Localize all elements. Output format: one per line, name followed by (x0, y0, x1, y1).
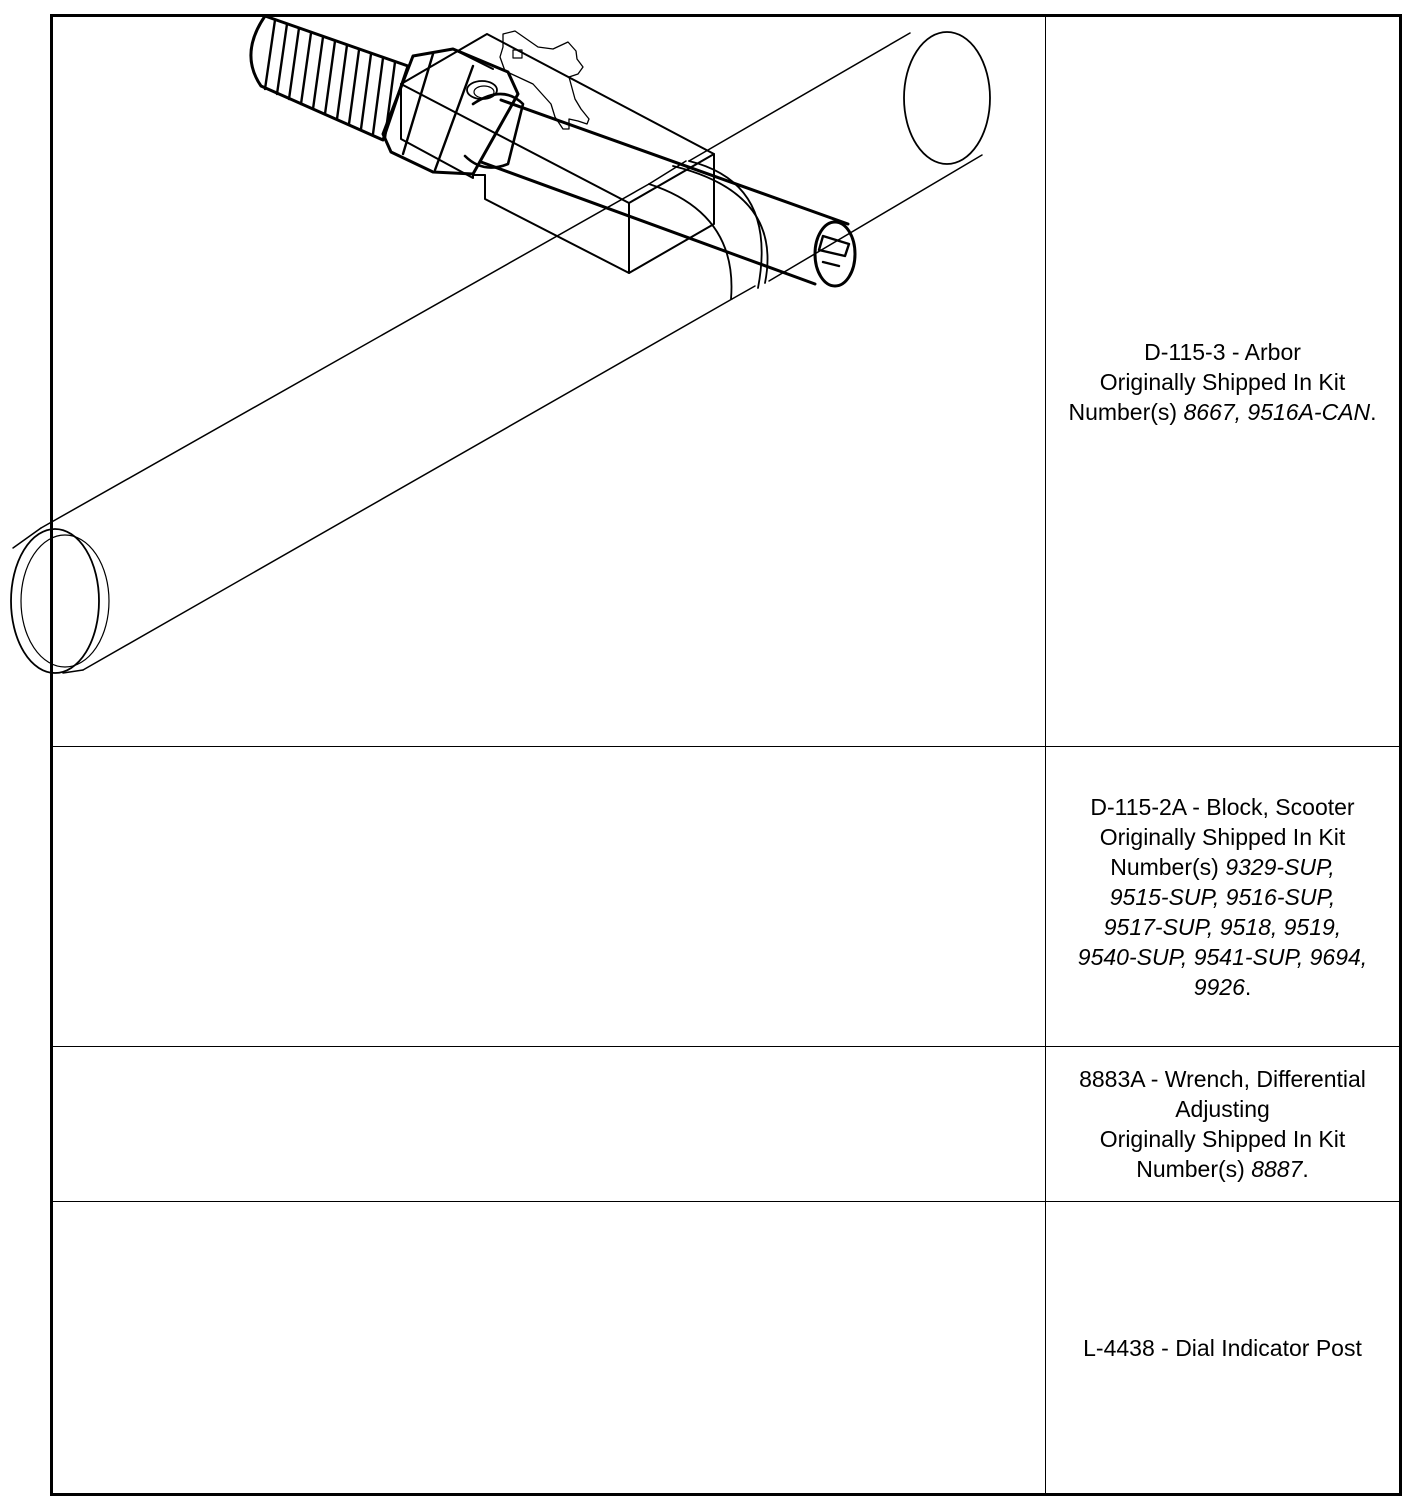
arbor-kit-numbers: 8667, 9516A-CAN (1183, 398, 1371, 425)
table-row-wrench (53, 1047, 1399, 1202)
scooter-block-kits-line-3: 9517-SUP, 9518, 9519, (1103, 913, 1342, 940)
dial-indicator-post-part-name: L-4438 - Dial Indicator Post (1083, 1334, 1362, 1361)
dial-indicator-post-image-cell (53, 1202, 1046, 1493)
wrench-end-period: . (1302, 1156, 1309, 1182)
dial-indicator-post-description (1046, 1202, 1399, 1493)
scooter-block-numbers-label: Number(s) (1110, 853, 1219, 880)
tool-table (50, 14, 1402, 1496)
wrench-kit-numbers: 8887 (1251, 1156, 1303, 1182)
table-row-dial-indicator-post (53, 1202, 1399, 1493)
wrench-part-name-line-1: 8883A - Wrench, Differential (1079, 1066, 1366, 1092)
arbor-part-name: D-115-3 - Arbor (1144, 338, 1301, 365)
arbor-end-period: . (1370, 398, 1377, 425)
wrench-shipped-label: Originally Shipped In Kit (1099, 1126, 1346, 1152)
wrench-description (1046, 1047, 1399, 1201)
arbor-numbers-label: Number(s) (1068, 398, 1178, 425)
wrench-numbers-label: Number(s) (1136, 1156, 1245, 1182)
table-row-scooter-block (53, 747, 1399, 1047)
wrench-part-name-line-2: Adjusting (1175, 1096, 1270, 1122)
wrench-image-cell (53, 1047, 1046, 1201)
scooter-block-kits-line-5: 9926 (1193, 973, 1245, 1000)
arbor-description (1046, 17, 1399, 746)
scooter-block-kits-line-1: 9329-SUP, (1225, 853, 1335, 880)
scooter-block-kits-line-4: 9540-SUP, 9541-SUP, 9694, (1077, 943, 1368, 970)
scooter-block-description (1046, 747, 1399, 1046)
scooter-block-kits-line-2: 9515-SUP, 9516-SUP, (1109, 883, 1336, 910)
dial-indicator-post-drawing-icon (3, 3, 1003, 303)
arbor-shipped-label: Originally Shipped In Kit (1099, 368, 1346, 395)
scooter-block-image-cell (53, 747, 1046, 1046)
scooter-block-end-period: . (1244, 973, 1252, 1000)
scooter-block-part-name: D-115-2A - Block, Scooter (1090, 793, 1355, 820)
scooter-block-shipped-label: Originally Shipped In Kit (1099, 823, 1346, 850)
